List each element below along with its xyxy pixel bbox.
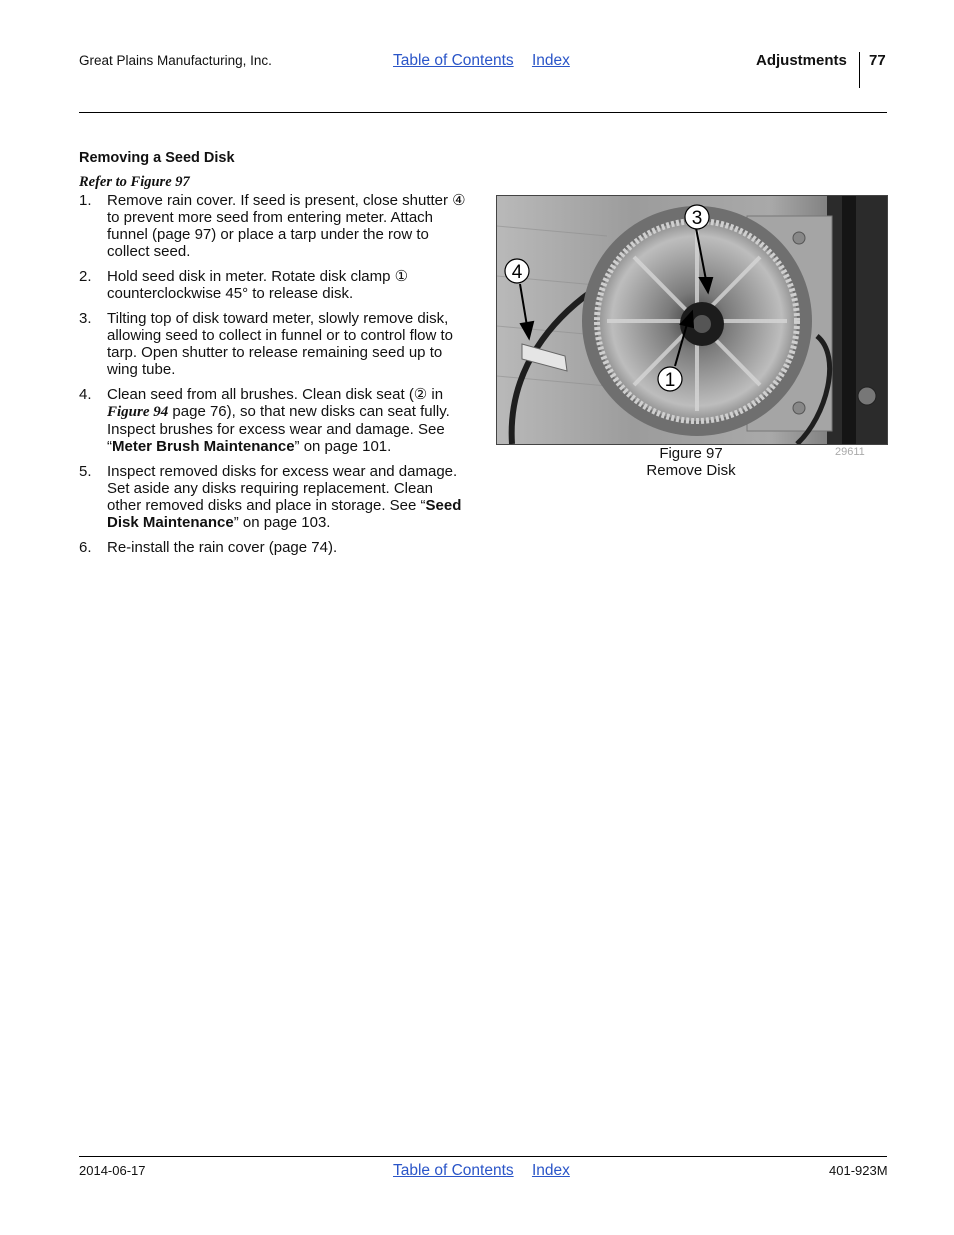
header-rule bbox=[79, 112, 887, 113]
meter-brush-maintenance-reference: Meter Brush Maintenance bbox=[112, 438, 295, 455]
step-text: Remove rain cover. If seed is present, close shutter ④ to prevent more seed from entering meter. Attach funnel (page 97) or place a tarp under the row to collect seed. bbox=[107, 192, 466, 260]
step-text-part: ” on page 101. bbox=[294, 438, 392, 455]
header-nav bbox=[393, 52, 584, 70]
svg-text:1: 1 bbox=[664, 370, 676, 391]
list-item bbox=[79, 539, 471, 556]
document-number: 401-923M bbox=[829, 1163, 888, 1178]
step-number: 5. bbox=[79, 463, 92, 480]
step-text-part: Clean seed from all brushes. Clean disk seat (② in bbox=[107, 386, 444, 403]
step-list bbox=[79, 192, 471, 564]
list-item bbox=[79, 310, 471, 378]
footer-rule bbox=[79, 1156, 887, 1157]
figure-caption bbox=[600, 445, 782, 479]
footer-nav bbox=[393, 1162, 584, 1180]
step-number: 3. bbox=[79, 310, 92, 327]
list-item bbox=[79, 463, 471, 531]
step-text-part: Inspect removed disks for excess wear and damage. Set aside any disks requiring replacement. Clean other removed disks and place in storage. See “ bbox=[107, 463, 458, 514]
header-divider bbox=[859, 52, 860, 88]
svg-text:4: 4 bbox=[511, 262, 523, 283]
callout-1 bbox=[658, 367, 682, 391]
step-text bbox=[107, 386, 450, 455]
step-text bbox=[107, 463, 461, 531]
seed-meter-photo bbox=[496, 195, 888, 445]
seed-disk-maintenance-reference: Seed Disk Maintenance bbox=[107, 497, 462, 531]
step-number: 2. bbox=[79, 268, 92, 285]
callout-4 bbox=[505, 259, 529, 283]
figure-94-reference: Figure 94 bbox=[107, 404, 169, 420]
step-text: Tilting top of disk toward meter, slowly remove disk, allowing seed to collect in funnel or to control flow to tarp. Open shutter to release remaining seed up to wing tube. bbox=[107, 310, 454, 378]
figure-number: Figure 97 bbox=[659, 445, 723, 462]
figure-id: 29611 bbox=[835, 446, 865, 458]
step-number: 4. bbox=[79, 386, 92, 403]
refer-to-figure: Refer to Figure 97 bbox=[79, 174, 190, 190]
list-item bbox=[79, 268, 471, 302]
step-text-part: ” on page 103. bbox=[233, 514, 331, 531]
footer-index-link[interactable]: Index bbox=[531, 1162, 570, 1179]
section-name: Adjustments bbox=[756, 52, 847, 69]
company-name: Great Plains Manufacturing, Inc. bbox=[79, 53, 272, 68]
step-number: 6. bbox=[79, 539, 92, 556]
step-text-part: page 76), so that new disks can seat fully. Inspect brushes for excess wear and damage. See “ bbox=[107, 403, 450, 455]
table-of-contents-link[interactable]: Table of Contents bbox=[393, 52, 514, 69]
section-title: Removing a Seed Disk bbox=[79, 150, 235, 166]
step-text: Hold seed disk in meter. Rotate disk clamp ① counterclockwise 45° to release disk. bbox=[107, 268, 409, 302]
step-number: 1. bbox=[79, 192, 92, 209]
footer-table-of-contents-link[interactable]: Table of Contents bbox=[393, 1162, 514, 1179]
list-item bbox=[79, 192, 471, 260]
callout-3 bbox=[685, 205, 709, 229]
seed-meter-illustration bbox=[497, 196, 887, 444]
page-number: 77 bbox=[869, 52, 886, 69]
footer-date: 2014-06-17 bbox=[79, 1163, 146, 1178]
list-item bbox=[79, 386, 471, 455]
step-text: Re-install the rain cover (page 74). bbox=[107, 539, 338, 556]
figure-title: Remove Disk bbox=[646, 462, 736, 479]
index-link[interactable]: Index bbox=[531, 52, 570, 69]
svg-text:3: 3 bbox=[691, 208, 703, 229]
